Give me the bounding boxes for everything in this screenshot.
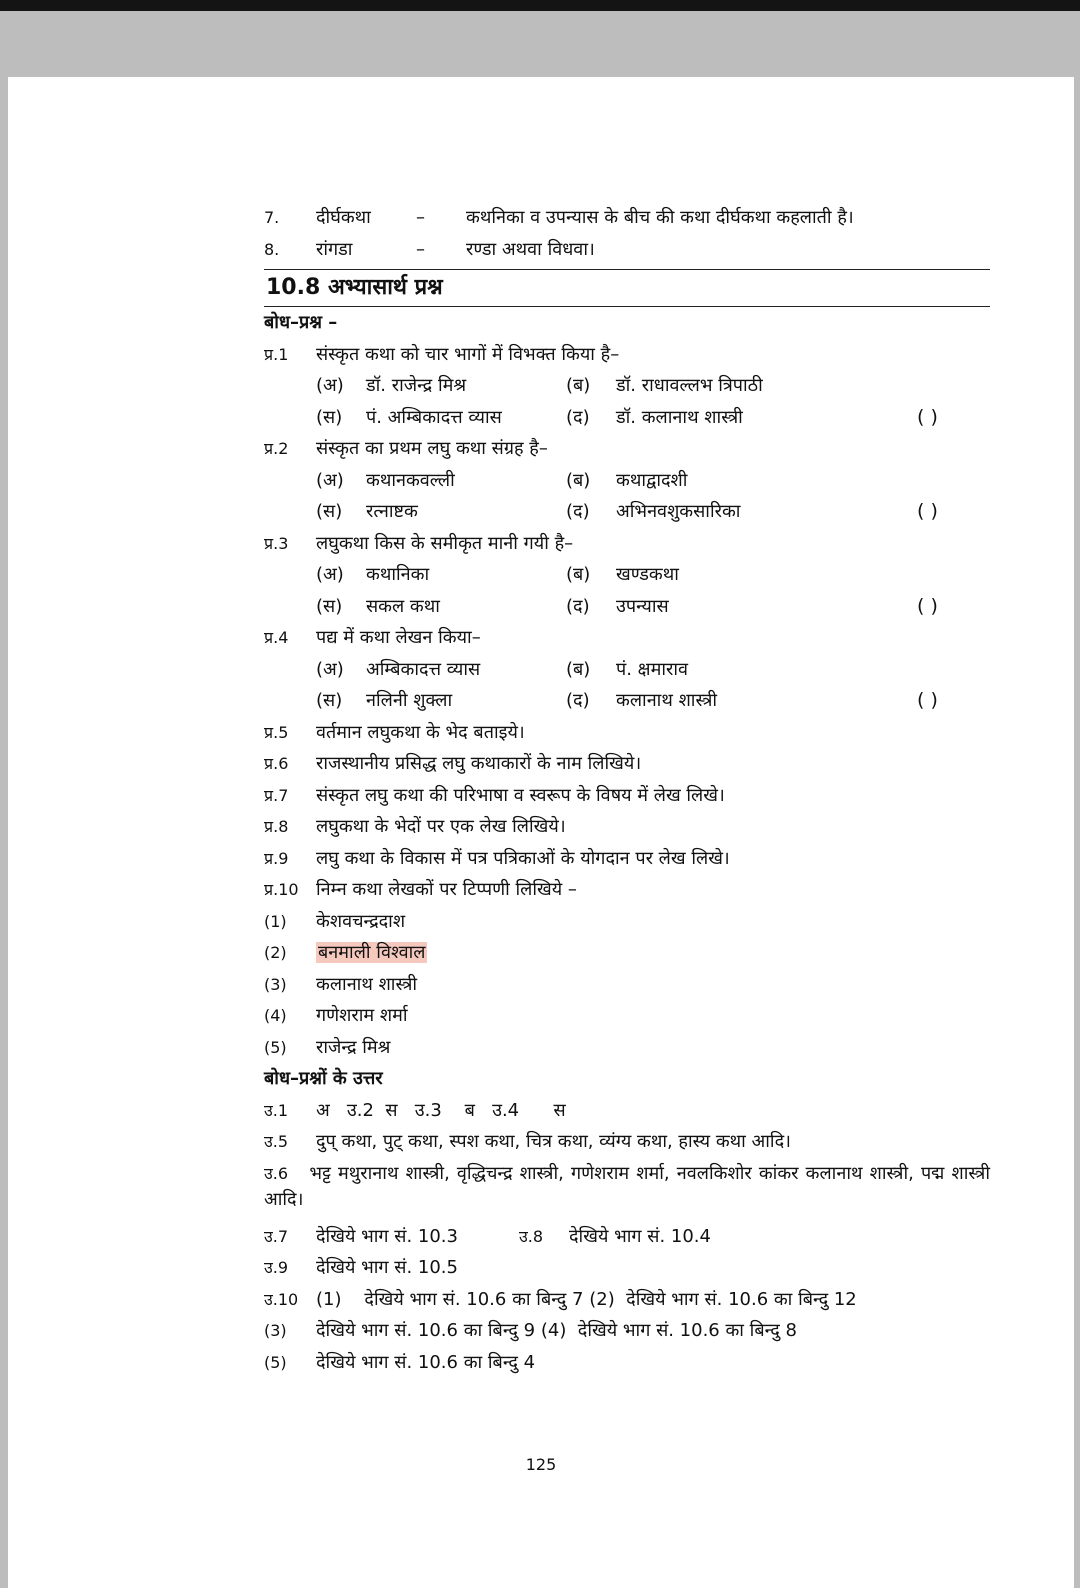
answer-number: उ.7 <box>264 1226 289 1246</box>
option-label: (द) <box>566 690 590 711</box>
answer-row <box>264 1284 990 1316</box>
answer-number: (3) <box>264 1321 287 1340</box>
option-label: (द) <box>566 406 590 428</box>
option-text: डॉ. राजेन्द्र मिश्र <box>366 375 467 396</box>
section-heading: 10.8 अभ्यासार्थ प्रश्न <box>264 269 990 307</box>
question-text: पद्य में कथा लेखन किया– <box>316 627 481 648</box>
option-text: अम्बिकादत्त व्यास <box>366 658 481 680</box>
answer-number: उ.9 <box>264 1258 289 1277</box>
author-name: केशवचन्द्रदाश <box>316 910 406 932</box>
glossary-item <box>264 202 990 234</box>
question-row <box>264 748 990 780</box>
answer-blank: ( ) <box>917 594 938 617</box>
glossary-number: 7. <box>264 208 280 227</box>
option-row <box>264 685 990 717</box>
answer-number: उ.8 <box>519 1226 544 1246</box>
answers-heading-label: बोध–प्रश्नों के उत्तर <box>264 1068 383 1089</box>
option-label: (ब) <box>566 658 591 680</box>
answer-text: (1) देखिये भाग सं. 10.6 का बिन्दु 7 (2) देखिये भाग सं. 10.6 का बिन्दु 12 <box>316 1288 857 1310</box>
author-item <box>264 1000 990 1032</box>
author-number: (4) <box>264 1006 287 1025</box>
option-row <box>264 402 990 434</box>
answer-text: देखिये भाग सं. 10.6 का बिन्दु 9 (4) देखिये भाग सं. 10.6 का बिन्दु 8 <box>316 1320 797 1341</box>
answer-row <box>264 1347 990 1379</box>
glossary-dash: – <box>416 207 425 228</box>
answer-row <box>264 1095 990 1127</box>
answer-number: (5) <box>264 1352 287 1372</box>
option-text: पं. अम्बिकादत्त व्यास <box>366 406 502 428</box>
glossary-definition: कथनिका व उपन्यास के बीच की कथा दीर्घकथा कहलाती है। <box>466 207 854 228</box>
page-number: 125 <box>525 1455 557 1474</box>
option-label: (अ) <box>316 375 344 396</box>
author-number: (3) <box>264 974 287 994</box>
answer-row <box>264 1315 990 1347</box>
question-number: प्र.6 <box>264 754 289 773</box>
question-text: संस्कृत का प्रथम लघु कथा संग्रह है– <box>316 438 548 459</box>
question-text: निम्न कथा लेखकों पर टिप्पणी लिखिये – <box>316 879 577 900</box>
question-text: लघु कथा के विकास में पत्र पत्रिकाओं के योगदान पर लेख लिखे। <box>316 847 730 869</box>
answer-text: देखिये भाग सं. 10.6 का बिन्दु 4 <box>316 1351 536 1373</box>
question-text: संस्कृत लघु कथा की परिभाषा व स्वरूप के विषय में लेख लिखे। <box>316 784 725 806</box>
option-label: (स) <box>316 501 343 522</box>
top-bar <box>0 0 1080 11</box>
question-text: लघुकथा के भेदों पर एक लेख लिखिये। <box>316 816 566 837</box>
document-page <box>8 77 1074 1588</box>
question-text: राजस्थानीय प्रसिद्ध लघु कथाकारों के नाम लिखिये। <box>316 753 642 774</box>
option-text: रत्नाष्टक <box>366 501 418 522</box>
option-row <box>264 465 990 497</box>
answer-blank: ( ) <box>917 500 938 522</box>
option-text: कलानाथ शास्त्री <box>616 690 718 711</box>
option-text: डॉ. राधावल्लभ त्रिपाठी <box>616 375 763 396</box>
question-row <box>264 811 990 843</box>
answer-text: देखिये भाग सं. 10.5 <box>316 1257 458 1278</box>
question-row <box>264 339 990 371</box>
bodh-prashn-label: बोध–प्रश्न – <box>264 312 338 333</box>
glossary-number: 8. <box>264 239 280 259</box>
question-row <box>264 780 990 812</box>
question-number: प्र.4 <box>264 628 289 647</box>
option-text: डॉ. कलानाथ शास्त्री <box>616 406 743 428</box>
page-content <box>264 202 990 1378</box>
option-label: (अ) <box>316 564 344 585</box>
option-text: पं. क्षमाराव <box>616 658 689 680</box>
question-number: प्र.5 <box>264 722 289 742</box>
glossary-term: दीर्घकथा <box>316 207 371 228</box>
option-row <box>264 496 990 528</box>
question-number: प्र.3 <box>264 533 289 553</box>
option-label: (स) <box>316 595 343 617</box>
answers-heading <box>264 1063 990 1095</box>
answer-blank: ( ) <box>917 689 938 711</box>
option-text: खण्डकथा <box>616 564 679 585</box>
option-text: उपन्यास <box>616 595 669 617</box>
question-text: लघुकथा किस के समीकृत मानी गयी है– <box>316 532 574 554</box>
option-label: (अ) <box>316 658 344 680</box>
answer-row <box>264 1252 990 1284</box>
answer-number: उ.10 <box>264 1289 299 1309</box>
author-name: राजेन्द्र मिश्र <box>316 1036 391 1058</box>
option-label: (द) <box>566 501 590 522</box>
option-text: अभिनवशुकसारिका <box>616 501 741 522</box>
glossary-item <box>264 234 990 266</box>
question-row <box>264 433 990 465</box>
glossary-dash: – <box>416 238 425 260</box>
glossary-definition: रण्डा अथवा विधवा। <box>466 238 595 260</box>
answer-text: भट्ट मथुरानाथ शास्त्री, वृद्धिचन्द्र शास्त्री, गणेशराम शर्मा, नवलकिशोर कांकर कलानाथ शास्त्री, पद्म शास्त्री आदि। <box>264 1162 990 1210</box>
glossary-term: रांगडा <box>316 238 353 260</box>
question-text: वर्तमान लघुकथा के भेद बताइये। <box>316 721 525 743</box>
author-item <box>264 1032 990 1064</box>
option-text: सकल कथा <box>366 595 440 617</box>
question-text: संस्कृत कथा को चार भागों में विभक्त किया है– <box>316 343 620 365</box>
answer-blank: ( ) <box>917 405 938 428</box>
author-number: (2) <box>264 943 287 962</box>
answer-number: उ.1 <box>264 1100 289 1120</box>
option-text: कथाद्वादशी <box>616 469 688 491</box>
highlighted-author-name: बनमाली विश्वाल <box>318 942 426 963</box>
option-label: (स) <box>316 406 343 428</box>
answer-number: उ.6 <box>264 1163 289 1183</box>
option-label: (द) <box>566 595 590 617</box>
author-number: (1) <box>264 911 287 931</box>
question-number: प्र.2 <box>264 439 289 458</box>
question-number: प्र.8 <box>264 817 289 836</box>
answer-row <box>264 1158 990 1221</box>
author-item <box>264 937 990 969</box>
author-name: गणेशराम शर्मा <box>316 1005 408 1026</box>
question-number: प्र.1 <box>264 344 289 364</box>
question-row <box>264 622 990 654</box>
option-row <box>264 591 990 623</box>
option-row <box>264 370 990 402</box>
answer-row <box>264 1126 990 1158</box>
author-number: (5) <box>264 1037 287 1057</box>
option-label: (अ) <box>316 469 344 491</box>
question-number: प्र.10 <box>264 880 299 899</box>
option-label: (ब) <box>566 375 591 396</box>
question-row <box>264 874 990 906</box>
author-item <box>264 969 990 1001</box>
question-number: प्र.7 <box>264 785 289 805</box>
answer-text: अ उ.2 स उ.3 ब उ.4 स <box>316 1099 566 1121</box>
answer-number: उ.5 <box>264 1132 289 1151</box>
author-item <box>264 906 990 938</box>
option-row <box>264 559 990 591</box>
option-text: कथानिका <box>366 564 430 585</box>
option-text: कथानकवल्ली <box>366 469 455 491</box>
answer-text: देखिये भाग सं. 10.4 <box>569 1225 711 1247</box>
question-row <box>264 843 990 875</box>
option-label: (स) <box>316 690 343 711</box>
option-label: (ब) <box>566 469 591 491</box>
option-row <box>264 654 990 686</box>
question-row <box>264 717 990 749</box>
answer-row <box>264 1221 990 1253</box>
option-label: (ब) <box>566 564 591 585</box>
bodh-prashn-heading <box>264 307 990 339</box>
question-number: प्र.9 <box>264 848 289 868</box>
answer-text: देखिये भाग सं. 10.3 <box>316 1225 458 1247</box>
author-name: कलानाथ शास्त्री <box>316 973 418 995</box>
answer-text: दुप् कथा, पुट् कथा, स्पश कथा, चित्र कथा, व्यंग्य कथा, हास्य कथा आदि। <box>316 1131 791 1152</box>
option-text: नलिनी शुक्ला <box>366 690 453 711</box>
question-row <box>264 528 990 560</box>
